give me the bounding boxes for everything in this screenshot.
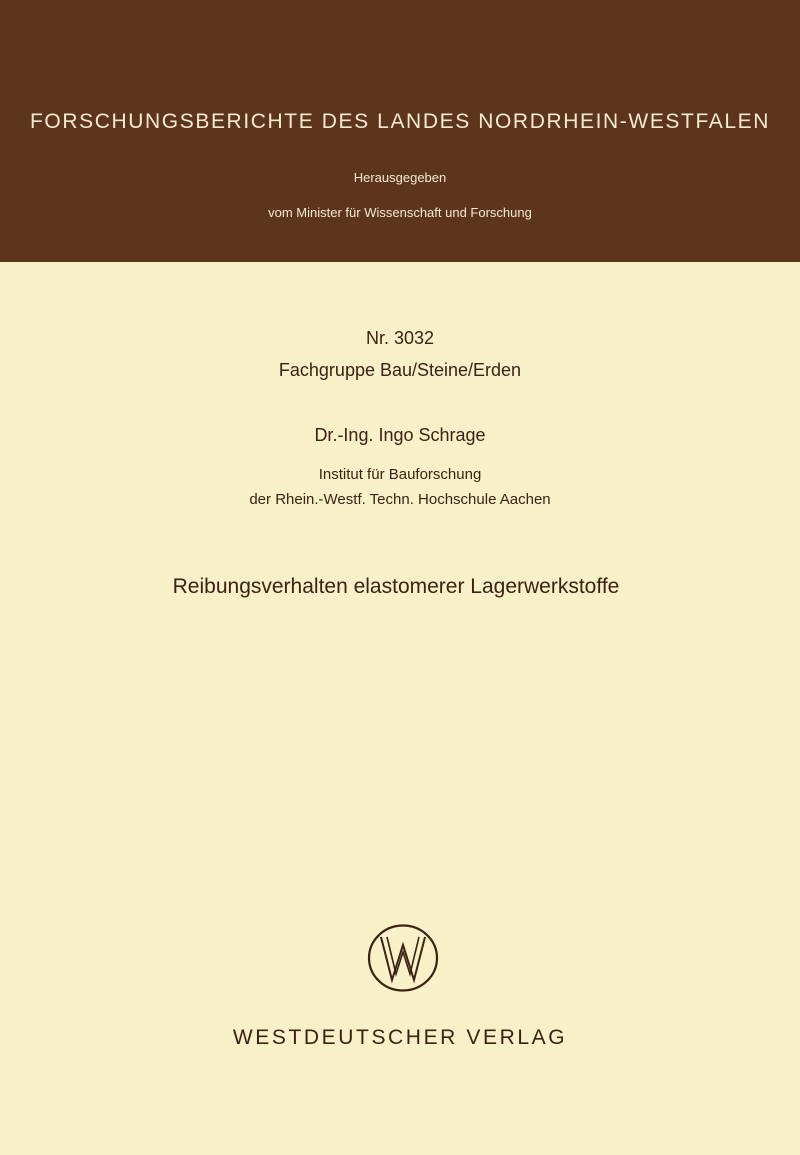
institute-line-2: der Rhein.-Westf. Techn. Hochschule Aachen <box>249 491 551 508</box>
editor-line-1: Herausgegeben <box>353 170 447 185</box>
series-header-band <box>0 0 800 262</box>
publisher-name: WESTDEUTSCHER VERLAG <box>232 1026 568 1049</box>
publisher-logo-icon <box>366 923 440 993</box>
editor-line-2: vom Minister für Wissenschaft und Forschung <box>268 205 532 220</box>
author-name: Dr.-Ing. Ingo Schrage <box>314 425 486 445</box>
subject-group: Fachgruppe Bau/Steine/Erden <box>278 360 522 380</box>
book-title: Reibungsverhalten elastomerer Lagerwerkstoffe <box>172 575 620 598</box>
series-title: FORSCHUNGSBERICHTE DES LANDES NORDRHEIN-WESTFALEN <box>30 110 770 133</box>
report-number: Nr. 3032 <box>365 328 435 348</box>
institute-line-1: Institut für Bauforschung <box>318 466 482 483</box>
